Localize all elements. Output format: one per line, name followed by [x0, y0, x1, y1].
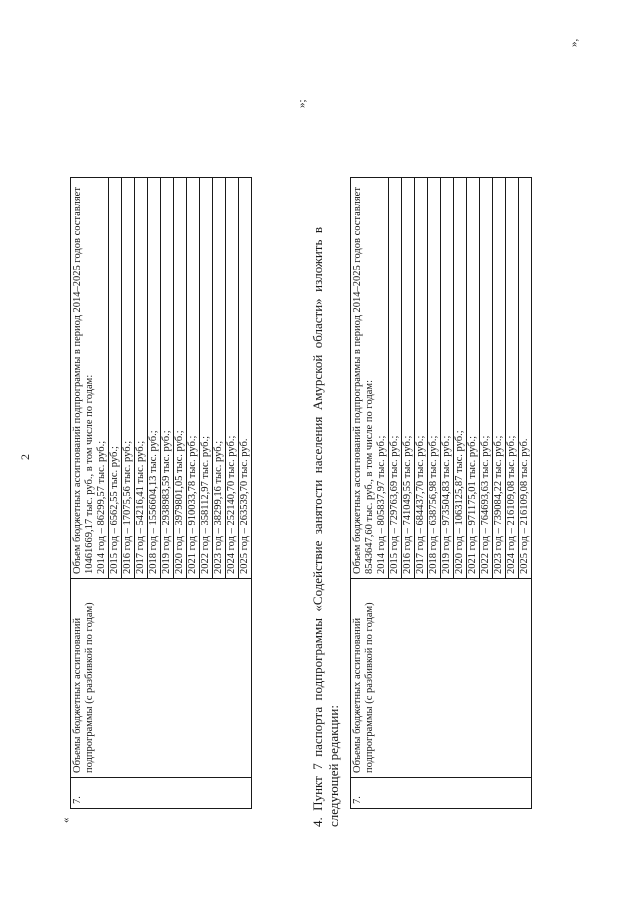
table-row [351, 178, 532, 809]
funding-year-line: 2024 год – 252140,70 тыс. руб.; [226, 178, 239, 578]
funding-year-line: 2015 год – 729763,69 тыс. руб.; [389, 178, 402, 578]
funding-year-line: 2021 год – 971175,01 тыс. руб.; [467, 178, 480, 578]
funding-year-line: 2020 год – 1063125,87 тыс. руб.; [454, 178, 467, 578]
funding-summary: Объем бюджетных ассигнований подпрограммы в период 2014–2025 годов составляет 10461669,17 тыс. руб., в том числе по годам: [72, 187, 95, 574]
page-number: 2 [18, 454, 32, 460]
table-1 [70, 177, 252, 809]
table-row [71, 178, 252, 809]
funding-year-line: 2021 год – 910033,78 тыс. руб.; [187, 178, 200, 578]
section-heading: 4. Пункт 7 паспорта подпрограммы «Содействие занятости населения Амурской области» изложить в следующей редакции: [310, 227, 341, 827]
funding-year-line: 2025 год – 263539,70 тыс. руб. [239, 438, 250, 574]
row-number: 7. [71, 778, 252, 809]
funding-year-line: 2014 год – 86299,57 тыс. руб.; [96, 178, 109, 578]
funding-year-line: 2018 год – 1556604,13 тыс. руб.; [148, 178, 161, 578]
open-quote: « [60, 817, 72, 823]
funding-year-line: 2014 год – 805837,97 тыс. руб.; [376, 178, 389, 578]
funding-year-line: 2016 год – 17075,56 тыс. руб.; [122, 178, 135, 578]
funding-cell [71, 178, 252, 579]
funding-year-line: 2022 год – 358112,97 тыс. руб.; [200, 178, 213, 578]
funding-year-line: 2022 год – 764693,63 тыс. руб.; [480, 178, 493, 578]
funding-year-line: 2017 год – 684437,70 тыс. руб.; [415, 178, 428, 578]
funding-cell [351, 178, 532, 579]
close-quote-2: », [568, 38, 580, 47]
funding-year-line: 2019 год – 2938983,59 тыс. руб.; [161, 178, 174, 578]
funding-summary: Объем бюджетных ассигнований подпрограммы в период 2014–2025 годов составляет 8543647,60 тыс. руб., в том числе по годам: [352, 187, 375, 574]
funding-year-line: 2017 год – 54216,41 тыс. руб.; [135, 178, 148, 578]
funding-year-line: 2019 год – 973504,83 тыс. руб.; [441, 178, 454, 578]
funding-year-line: 2023 год – 739084,22 тыс. руб.; [493, 178, 506, 578]
funding-year-line: 2023 год – 38299,16 тыс. руб.; [213, 178, 226, 578]
funding-year-line: 2015 год – 6562,55 тыс. руб.; [109, 178, 122, 578]
funding-year-line: 2016 год – 741049,55 тыс. руб.; [402, 178, 415, 578]
row-label: Объемы бюджетных ассигнований подпрограммы (с разбивкой по годам) [351, 579, 532, 778]
funding-year-line: 2024 год – 216109,08 тыс. руб.; [506, 178, 519, 578]
table-2 [350, 177, 532, 809]
funding-year-line: 2020 год – 3979801,05 тыс. руб.; [174, 178, 187, 578]
funding-year-line: 2018 год – 638756,98 тыс. руб.; [428, 178, 441, 578]
funding-year-line: 2025 год – 216109,08 тыс. руб. [519, 438, 530, 574]
row-label: Объемы бюджетных ассигнований подпрограммы (с разбивкой по годам) [71, 579, 252, 778]
close-quote-1: »; [296, 99, 308, 108]
row-number: 7. [351, 778, 532, 809]
